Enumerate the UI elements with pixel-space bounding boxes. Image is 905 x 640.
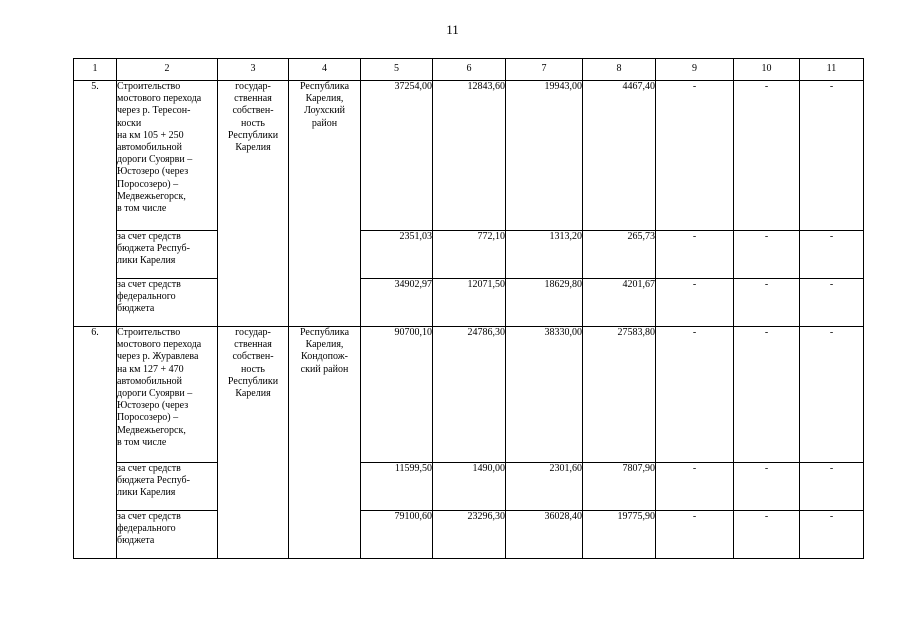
object-description (117, 81, 218, 231)
funding-line: бюджета Респуб- (117, 475, 190, 487)
header-cell: 2 (117, 59, 218, 81)
ownership-cell (218, 327, 289, 559)
empty-value-cell: - (734, 81, 800, 231)
object-line: через р. Тересон- (117, 105, 191, 117)
value-cell: 265,73 (583, 231, 656, 279)
object-line: в том числе (117, 203, 167, 215)
ownership-line: собствен- (232, 351, 274, 363)
table-row (74, 81, 864, 231)
location-cell (289, 81, 361, 327)
value-cell: 1490,00 (433, 463, 506, 511)
funding-source (117, 279, 218, 327)
value-cell: 4201,67 (583, 279, 656, 327)
value-cell: 2351,03 (361, 231, 433, 279)
object-line: мостового перехода (117, 93, 202, 105)
empty-value-cell: - (800, 463, 864, 511)
table-row (74, 279, 864, 327)
object-line: автомобильной (117, 375, 182, 387)
page-number: 11 (446, 22, 459, 37)
header-cell: 11 (800, 59, 864, 81)
ownership-line: государ- (235, 327, 271, 338)
header-cell: 7 (506, 59, 583, 81)
ownership-line: ность (241, 363, 265, 375)
object-line: в том числе (117, 436, 167, 448)
empty-value-cell: - (800, 511, 864, 559)
header-row (74, 59, 864, 81)
value-cell: 19775,90 (583, 511, 656, 559)
ownership-line: ственная (234, 93, 272, 105)
location-cell (289, 327, 361, 559)
header-cell: 1 (74, 59, 117, 81)
funding-line: федерального (117, 291, 176, 303)
table-row (74, 463, 864, 511)
empty-value-cell: - (734, 279, 800, 327)
location-line: Кондопож- (301, 351, 348, 363)
ownership-line: собствен- (232, 105, 274, 117)
empty-value-cell: - (800, 231, 864, 279)
value-cell: 27583,80 (583, 327, 656, 463)
header-cell: 3 (218, 59, 289, 81)
empty-value-cell: - (734, 231, 800, 279)
funding-line: бюджета (117, 303, 155, 315)
object-line: через р. Журавлева (117, 351, 199, 363)
object-line: дороги Суоярви – (117, 388, 193, 400)
empty-value-cell: - (800, 81, 864, 231)
value-cell: 2301,60 (506, 463, 583, 511)
row-number: 6. (74, 327, 117, 559)
funding-source (117, 231, 218, 279)
object-line: автомобильной (117, 142, 182, 154)
empty-value-cell: - (800, 279, 864, 327)
value-cell: 18629,80 (506, 279, 583, 327)
ownership-cell (218, 81, 289, 327)
value-cell: 79100,60 (361, 511, 433, 559)
location-line: Лоухский (304, 105, 345, 117)
ownership-line: Карелия (235, 388, 271, 400)
value-cell: 7807,90 (583, 463, 656, 511)
empty-value-cell: - (656, 81, 734, 231)
funding-line: за счет средств (117, 231, 181, 242)
table-row (74, 511, 864, 559)
value-cell: 37254,00 (361, 81, 433, 231)
value-cell: 772,10 (433, 231, 506, 279)
ownership-line: Карелия (235, 142, 271, 154)
value-cell: 19943,00 (506, 81, 583, 231)
funding-line: бюджета Респуб- (117, 243, 190, 255)
header-cell: 8 (583, 59, 656, 81)
data-table (73, 58, 864, 559)
header-cell: 10 (734, 59, 800, 81)
location-line: Карелия, (305, 339, 344, 351)
empty-value-cell: - (734, 327, 800, 463)
empty-value-cell: - (656, 231, 734, 279)
funding-source (117, 511, 218, 559)
location-line: ский район (300, 363, 349, 375)
object-line: дороги Суоярви – (117, 154, 193, 166)
funding-line: лики Карелия (117, 255, 176, 267)
ownership-line: ственная (234, 339, 272, 351)
table-row (74, 327, 864, 463)
ownership-line: ность (241, 117, 265, 129)
object-line: Юстозеро (через (117, 400, 189, 412)
funding-line: лики Карелия (117, 487, 176, 499)
row-number: 5. (74, 81, 117, 327)
empty-value-cell: - (656, 327, 734, 463)
value-cell: 38330,00 (506, 327, 583, 463)
location-line: Карелия, (305, 93, 344, 105)
empty-value-cell: - (656, 463, 734, 511)
funding-line: за счет средств (117, 511, 181, 522)
funding-line: федерального (117, 523, 176, 535)
funding-line: за счет средств (117, 279, 181, 290)
object-line: на км 127 + 470 (117, 363, 184, 375)
table-row (74, 231, 864, 279)
empty-value-cell: - (656, 511, 734, 559)
header-cell: 5 (361, 59, 433, 81)
object-line: коски (117, 117, 142, 129)
object-line: на км 105 + 250 (117, 129, 184, 141)
object-line: мостового перехода (117, 339, 202, 351)
funding-source (117, 463, 218, 511)
ownership-line: Республики (227, 129, 279, 141)
empty-value-cell: - (800, 327, 864, 463)
object-line: Медвежьегорск, (117, 424, 186, 436)
empty-value-cell: - (656, 279, 734, 327)
value-cell: 11599,50 (361, 463, 433, 511)
location-line: Республика (299, 81, 350, 92)
value-cell: 12843,60 (433, 81, 506, 231)
object-line: Строительство (117, 81, 181, 92)
object-line: Юстозеро (через (117, 166, 189, 178)
object-description (117, 327, 218, 463)
location-line: район (311, 117, 338, 129)
object-line: Поросозеро) – (117, 412, 179, 424)
ownership-line: Республики (227, 375, 279, 387)
header-cell: 6 (433, 59, 506, 81)
header-cell: 4 (289, 59, 361, 81)
object-line: Строительство (117, 327, 181, 338)
value-cell: 90700,10 (361, 327, 433, 463)
value-cell: 24786,30 (433, 327, 506, 463)
empty-value-cell: - (734, 511, 800, 559)
object-line: Поросозеро) – (117, 178, 179, 190)
value-cell: 1313,20 (506, 231, 583, 279)
location-line: Республика (299, 327, 350, 338)
value-cell: 36028,40 (506, 511, 583, 559)
value-cell: 23296,30 (433, 511, 506, 559)
object-line: Медвежьегорск, (117, 190, 186, 202)
funding-line: бюджета (117, 535, 155, 547)
header-cell: 9 (656, 59, 734, 81)
value-cell: 4467,40 (583, 81, 656, 231)
funding-line: за счет средств (117, 463, 181, 474)
empty-value-cell: - (734, 463, 800, 511)
value-cell: 34902,97 (361, 279, 433, 327)
ownership-line: государ- (235, 81, 271, 92)
value-cell: 12071,50 (433, 279, 506, 327)
